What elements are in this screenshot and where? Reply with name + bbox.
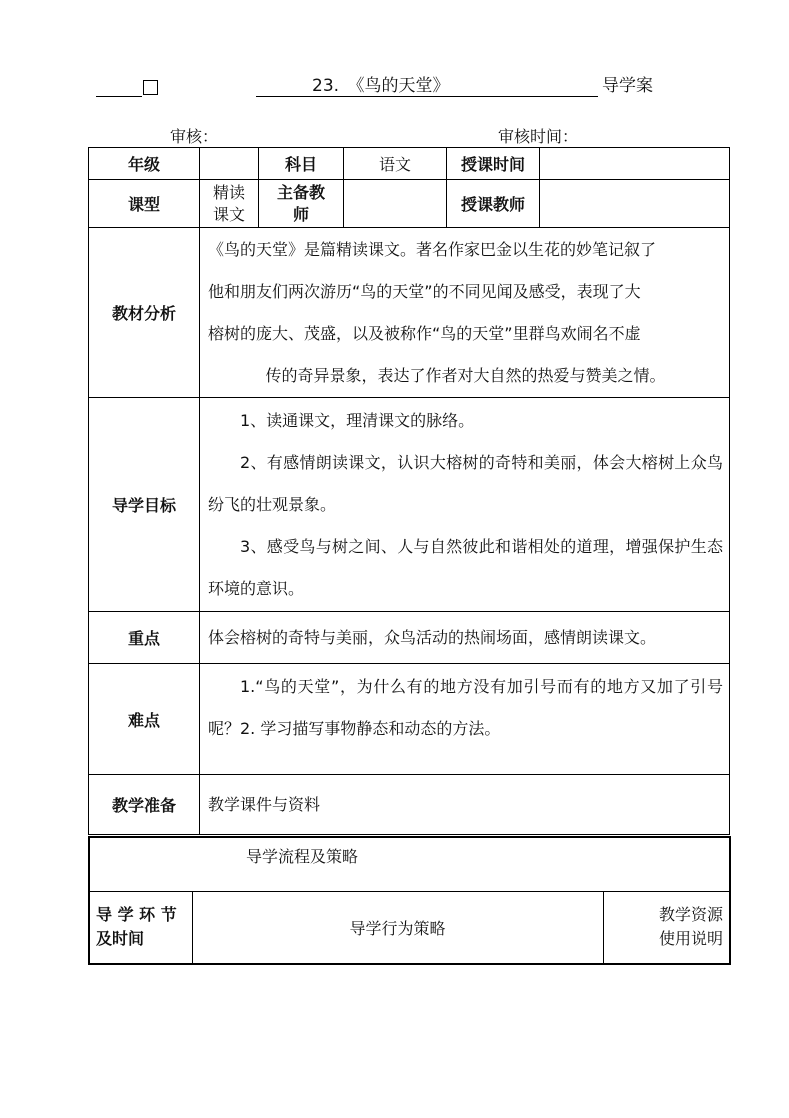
- preparation-text: 教学课件与资料: [200, 775, 730, 835]
- focus-label: 重点: [89, 612, 200, 664]
- row-grade: [89, 148, 730, 180]
- lead-teacher-label: [259, 180, 344, 228]
- grade-value[interactable]: [200, 148, 259, 180]
- flow-title: 导学流程及策略: [89, 837, 730, 891]
- analysis-line-1: 《鸟的天堂》是篇精读课文。著名作家巴金以生花的妙笔记叙了: [208, 239, 657, 259]
- grade-label: 年级: [89, 148, 200, 180]
- flow-col-resources-line-2: 使用说明: [659, 929, 724, 949]
- row-goals: [89, 398, 730, 612]
- goals-text: [200, 398, 730, 612]
- class-time-label: 授课时间: [447, 148, 540, 180]
- analysis-label: 教材分析: [89, 228, 200, 398]
- lesson-type-value: [200, 180, 259, 228]
- flow-col-resources: [603, 891, 730, 964]
- lesson-plan-table: [88, 147, 730, 835]
- flow-header-row: [89, 891, 730, 964]
- analysis-text: [200, 228, 730, 398]
- difficulty-content: 1.“鸟的天堂”，为什么有的地方没有加引号而有的地方又加了引号呢？2. 学习描写事物静态和动态的方法。: [208, 677, 723, 738]
- lesson-type-line-2: 课文: [212, 204, 245, 224]
- preparation-label: 教学准备: [89, 775, 200, 835]
- focus-text: 体会榕树的奇特与美丽，众鸟活动的热闹场面，感情朗读课文。: [200, 612, 730, 664]
- lesson-type-label: 课型: [89, 180, 200, 228]
- goal-item-1: 1、读通课文，理清课文的脉络。: [240, 410, 475, 430]
- analysis-line-3: 榕树的庞大、茂盛，以及被称作“鸟的天堂”里群鸟欢闹名不虚: [208, 323, 641, 343]
- flow-title-row: [89, 837, 730, 891]
- analysis-line-4: 传的奇异景象，表达了作者对大自然的热爱与赞美之情。: [265, 365, 666, 385]
- lead-teacher-value[interactable]: [344, 180, 447, 228]
- row-lesson-type: [89, 180, 730, 228]
- class-blank-line: [96, 96, 142, 97]
- review-time-label: 审核时间：: [498, 127, 579, 146]
- lesson-title: 23. 《鸟的天堂》: [312, 76, 450, 96]
- flow-col-stage: [89, 891, 192, 964]
- teacher-label: 授课教师: [447, 180, 540, 228]
- teacher-value[interactable]: [540, 180, 730, 228]
- class-time-value[interactable]: [540, 148, 730, 180]
- row-analysis: [89, 228, 730, 398]
- flow-table: [88, 836, 731, 965]
- difficulty-text: [200, 664, 730, 775]
- row-preparation: [89, 775, 730, 835]
- flow-col-strategy: 导学行为策略: [192, 891, 603, 964]
- analysis-line-2: 他和朋友们两次游历“鸟的天堂”的不同见闻及感受，表现了大: [208, 281, 641, 301]
- lead-teacher-line-2: 师: [292, 204, 309, 224]
- class-checkbox[interactable]: [143, 80, 158, 95]
- difficulty-label: 难点: [89, 664, 200, 775]
- goals-label: 导学目标: [89, 398, 200, 612]
- row-focus: [89, 612, 730, 664]
- title-underline: [256, 96, 598, 97]
- flow-col-resources-line-1: 教学资源: [659, 905, 724, 925]
- flow-col-stage-line-2: 及时间: [96, 929, 145, 949]
- subject-label: 科目: [259, 148, 344, 180]
- lead-teacher-line-1: 主备教: [276, 182, 325, 202]
- goal-item-3: 3、感受鸟与树之间、人与自然彼此和谐相处的道理，增强保护生态环境的意识。: [208, 536, 723, 598]
- goal-item-2: 2、有感情朗读课文，认识大榕树的奇特和美丽，体会大榕树上众鸟纷飞的壮观景象。: [208, 452, 723, 514]
- review-label: 审核：: [170, 127, 219, 146]
- doc-type: 导学案: [602, 76, 653, 96]
- subject-value: 语文: [344, 148, 447, 180]
- row-difficulty: [89, 664, 730, 775]
- flow-col-stage-line-1: 导 学 环 节: [96, 905, 177, 925]
- lesson-type-line-1: 精读: [212, 182, 245, 202]
